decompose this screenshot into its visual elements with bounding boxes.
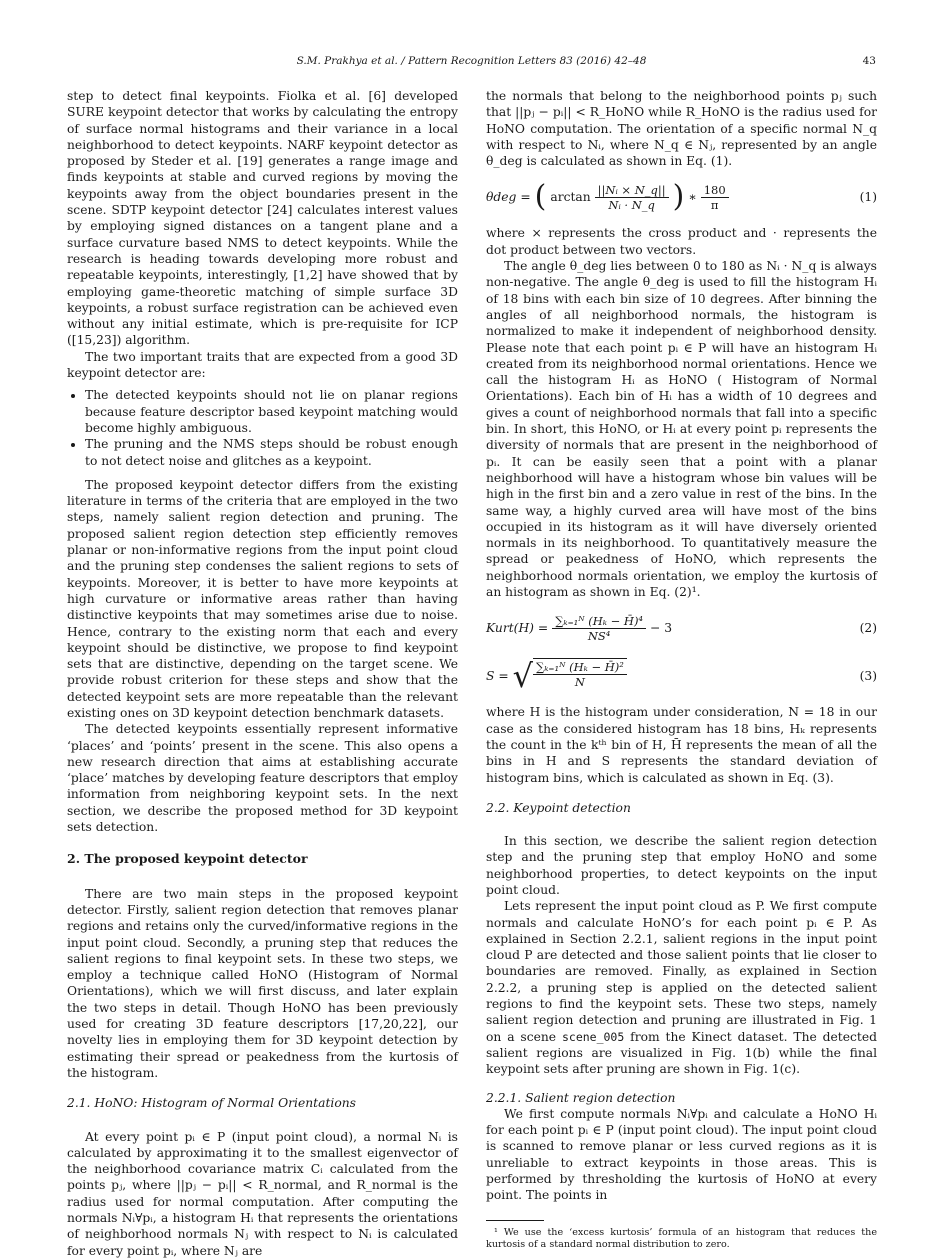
eq1-constant (701, 183, 729, 212)
section-heading: 2. The proposed keypoint detector (67, 851, 308, 867)
paragraph (486, 898, 877, 1077)
list-item: • The pruning and the NMS steps should be robust enough to not detect noise and glitches as a keypoint. (85, 436, 458, 469)
eq1-constant-denominator: π (710, 197, 719, 212)
subsection-heading: 2.2. Keypoint detection (486, 800, 631, 815)
left-paren: ( (534, 179, 547, 215)
page-number: 43 (862, 55, 876, 67)
right-paren: ) (672, 179, 685, 215)
paragraph-text: from the Kinect dataset. The detected salient regions are visualized in Fig. 1(b) while the final keypoint sets after pruning are shown in Fig. 1(c). (486, 1029, 877, 1077)
paragraph-text: Lets represent the input point cloud as P. We first compute normals and calculate HoNO’s for each point pᵢ ∈ P. As explained in Section 2.2.1, salient regions in the input point cloud P are detected and those salient points that lie closer to boundaries are removed. Finally, as explained in Section 2.2.2, a pruning step is applied on the detected salient regions to find the keypoint sets. These two steps, namely salient region detection and pruning are illustrated in Fig. 1 on a scene (486, 899, 877, 1044)
eq2-numerator: ∑ₖ₌₁ᴺ (Hₖ − H̄)⁴ (552, 614, 646, 629)
subsection-heading: 2.1. HoNO: Histogram of Normal Orientations (67, 1096, 356, 1111)
paragraph: At every point pᵢ ∈ P (input point cloud), a normal Nᵢ is calculated by approximating it to the smallest eigenvector of the neighborhood covariance matrix Cᵢ calculated from the points pⱼ, where ||pⱼ − pᵢ|| < R_normal, and R_normal is the radius used for normal computation. After computing the normals Nᵢ∀pᵢ, a histogram Hᵢ that represents the orientations of neighborhood normals Nⱼ with respect to Nᵢ is calculated for every point pᵢ, where Nⱼ are (67, 1129, 458, 1258)
eq1-times: ∗ (688, 190, 697, 205)
paragraph: where H is the histogram under consideration, N = 18 in our case as the considered histogram has 18 bins, Hₖ represents the count in the kᵗʰ bin of H, H̄ represents the mean of all the bins in H and S represents the standard deviation of histogram bins, which is calculated as shown in Eq. (3). (486, 705, 877, 785)
equation-2 (486, 608, 877, 648)
eq1-lhs: θdeg = (486, 190, 531, 205)
paragraph: The detected keypoints essentially represent informative ‘places’ and ‘points’ present in the scene. This also opens a new research direction that aims at establishing accurate ‘place’ matches by developing feature descriptors that employ information from neighboring keypoint sets. In the next section, we describe the proposed method for 3D keypoint sets detection. (67, 722, 458, 835)
eq1-constant-numerator: 180 (701, 183, 729, 198)
square-root (513, 658, 627, 694)
eq1-fraction (595, 183, 669, 212)
paragraph: The two important traits that are expected from a good 3D keypoint detector are: (67, 349, 458, 381)
running-header (67, 55, 876, 71)
equation-3 (486, 656, 877, 696)
eq1-denominator: Nᵢ · N_q (608, 197, 655, 212)
right-column (486, 88, 877, 1251)
paragraph: where × represents the cross product and · represents the dot product between two vectors. (486, 226, 877, 257)
eq1-numerator: ||Nᵢ × N_q|| (595, 183, 669, 198)
eq2-fraction (552, 614, 646, 643)
paragraph: There are two main steps in the proposed keypoint detector. Firstly, salient region detection that removes planar regions and retains only the curved/informative regions in the input point cloud. Secondly, a pruning step that reduces the salient regions to final keypoint sets. In these two steps, we employ a technique called HoNO (Histogram of Normal Orientations), which we will first discuss, and later explain the two steps in detail. Though HoNO has been previously used for creating 3D feature descriptors [17,20,22], our novelty lies in employing them for 3D keypoint detection by estimating their spread or peakedness from the kurtosis of the histogram. (67, 886, 458, 1080)
radical-sign: √ (512, 657, 534, 696)
equation-number: (2) (859, 621, 877, 636)
eq3-fraction (533, 658, 627, 694)
eq2-lhs: Kurt(H) = (486, 621, 549, 636)
paragraph: We first compute normals Nᵢ∀pᵢ and calculate a HoNO Hᵢ for each point pᵢ ∈ P (input point cloud). The input point cloud is scanned to remove planar or less curved regions as it is unreliable to extract keypoints in those areas. This is performed by thresholding the kurtosis of HoNO at every point. The points in (486, 1106, 877, 1203)
eq1-arctan: arctan (550, 190, 591, 205)
scene-name: scene_005 (561, 1029, 625, 1044)
eq2-tail: − 3 (650, 621, 673, 636)
eq2-denominator: NS⁴ (587, 628, 611, 643)
subsubsection-heading: 2.2.1. Salient region detection (486, 1090, 676, 1105)
eq3-denominator: N (574, 675, 585, 690)
paragraph: In this section, we describe the salient region detection step and the pruning step that employ HoNO and some neighborhood properties, to detect keypoints on the input point cloud. (486, 834, 877, 897)
paragraph: the normals that belong to the neighborhood points pⱼ such that ||pⱼ − pᵢ|| < R_HoNO while R_HoNO is the radius used for HoNO computation. The orientation of a specific normal N_q with respect to Nᵢ, where N_q ∈ Nⱼ, represented by an angle θ_deg is calculated as shown in Eq. (1). (486, 89, 877, 169)
paragraph: The proposed keypoint detector differs from the existing literature in terms of the criteria that are employed in the two steps, namely salient region detection and pruning. The proposed salient region detection step efficiently removes planar or non-informative regions from the input point cloud and the pruning step condenses the salient regions to sets of keypoints. Moreover, it is better to have more keypoints at high curvature or informative areas rather than having distinctive keypoints that may sometimes arise due to noise. Hence, contrary to the existing norm that each and every keypoint should be distinctive, we propose to find keypoint sets that are distinctive, depending on the target scene. We provide robust criterion for these steps and show that the detected keypoint sets are more repeatable than the relevant existing ones on 3D keypoint detection benchmark datasets. (67, 477, 458, 720)
equation-number: (3) (859, 669, 877, 684)
footnote-rule (486, 1220, 544, 1221)
running-title: S.M. Prakhya et al. / Pattern Recognition Letters 83 (2016) 42–48 (296, 55, 647, 67)
equation-number: (1) (859, 190, 877, 205)
bullet-list (67, 387, 458, 468)
footnote: ¹ We use the ‘excess kurtosis’ formula of an histogram that reduces the kurtosis of a standard normal distribution to zero. (486, 1226, 877, 1250)
list-item: • The detected keypoints should not lie on planar regions because feature descriptor based keypoint matching would become highly ambiguous. (85, 387, 458, 436)
eq3-lhs: S = (486, 669, 509, 684)
equation-1 (486, 177, 877, 217)
paragraph: step to detect final keypoints. Fiolka et al. [6] developed SURE keypoint detector that works by calculating the entropy of surface normal histograms and their variance in a local neighborhood to detect keypoints. NARF keypoint detector as proposed by Steder et al. [19] generates a range image and finds keypoints at stable and curved regions by moving the keypoints away from the object boundaries present in the scene. SDTP keypoint detector [24] calculates interest values by employing signed distances on a tangent plane and a surface curvature based NMS to detect keypoints. While the research is heading towards developing more robust and repeatable keypoints, interestingly, [1,2] have showed that by employing game-theoretic matching of simple surface 3D keypoints, a robust surface registration can be achieved even without any initial estimate, which is pre-requisite for ICP ([15,23]) algorithm. (67, 89, 458, 348)
eq3-numerator: ∑ₖ₌₁ᴺ (Hₖ − H̄)² (533, 660, 627, 675)
left-column (67, 88, 458, 1259)
paragraph: The angle θ_deg lies between 0 to 180 as Nᵢ · N_q is always non-negative. The angle θ_deg is used to fill the histogram Hᵢ of 18 bins with each bin size of 10 degrees. After binning the angles of all neighborhood normals, the histogram is normalized to make it independent of neighborhood density. Please note that each point pᵢ ∈ P will have an histogram Hᵢ created from its neighborhood normal orientations. Hence we call the histogram Hᵢ as HoNO ( Histogram of Normal Orientations). Each bin of Hᵢ has a width of 10 degrees and gives a count of neighborhood normals that fall into a specific bin. In short, this HoNO, or Hᵢ at every point pᵢ represents the diversity of normals that are present in the neighborhood of pᵢ. It can be easily seen that a point with a planar neighborhood will have a histogram whose bin values will be high in the first bin and a zero value in rest of the bins. In the same way, a highly curved area will have most of the bins occupied in its histogram as it will have diversely oriented normals in its neighborhood. To quantitatively measure the spread or peakedness of HoNO, which represents the neighborhood normals orientation, we employ the kurtosis of an histogram as shown in Eq. (2)¹. (486, 259, 877, 600)
